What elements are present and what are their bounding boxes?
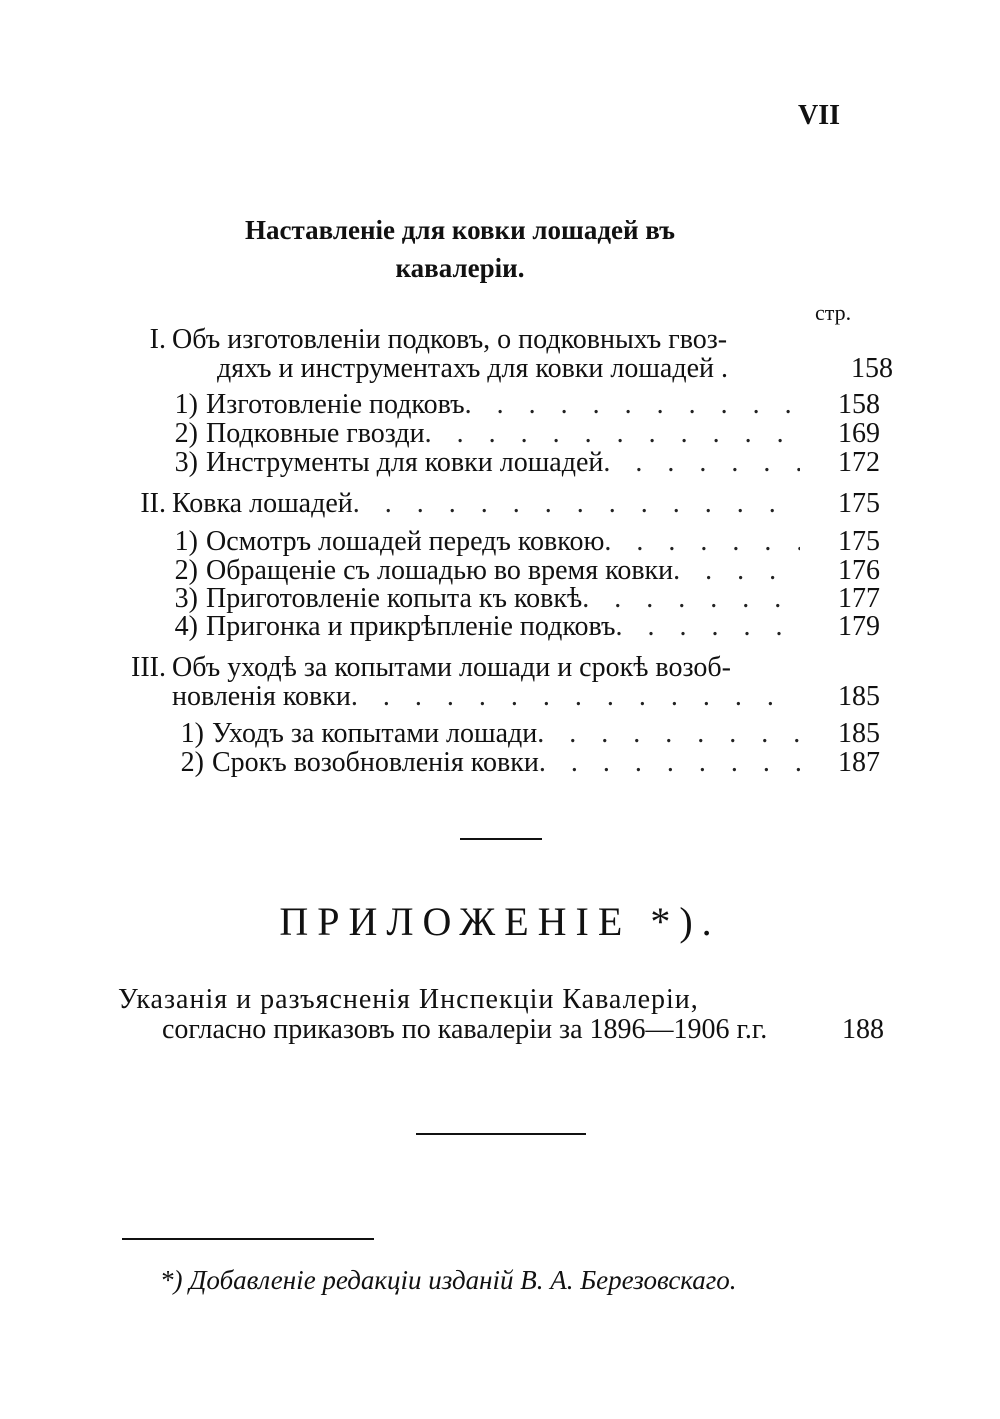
toc-item[interactable]: 2) Обращеніе съ лошадью во время ковки . . . 176 <box>160 555 800 587</box>
appendix-title: ПРИЛОЖЕНІЕ *). <box>279 899 721 944</box>
toc-item[interactable]: 1) Изготовленіе подковъ . . . 158 <box>160 389 800 421</box>
footnote-rule <box>122 1238 374 1240</box>
footnote: *) Добавленіе редакціи изданій В. А. Березовскаго. <box>160 1265 737 1295</box>
page-number: VII <box>798 100 841 131</box>
toc-item[interactable]: 1) Осмотръ лошадей передъ ковкою . . . 175 <box>160 526 800 558</box>
toc-part3-heading-line2[interactable]: новленія ковки . . . 185 <box>172 681 800 713</box>
toc-item[interactable]: 3) Инструменты для ковки лошадей . . . 172 <box>160 447 800 479</box>
appendix-page: 188 <box>842 1014 884 1045</box>
toc-part1-heading-line2[interactable]: дяхъ и инструментахъ для ковки лошадей . 158 <box>217 353 893 384</box>
divider-rule <box>460 838 542 840</box>
page-column-label: стр. <box>815 300 852 325</box>
toc-part1-heading-line1[interactable]: I. Объ изготовленіи подковъ, о подковныхъ гвоз- <box>149 324 728 355</box>
divider-rule <box>416 1133 586 1135</box>
toc-part2-heading[interactable]: II. Ковка лошадей . . . 175 <box>118 488 800 520</box>
toc-item[interactable]: 4) Пригонка и прикрѣпленіе подковъ . . . 179 <box>160 611 800 643</box>
toc-item[interactable]: 2) Срокъ возобновленія ковки . . . 187 <box>166 747 800 779</box>
toc-part3-heading-line1[interactable]: III. Объ уходѣ за копытами лошади и срокѣ возоб- <box>131 652 731 683</box>
toc-item[interactable]: 2) Подковные гвозди . . . 169 <box>160 418 800 450</box>
section-title-line1: Наставленіе для ковки лошадей въ <box>245 215 675 245</box>
section-title-line2: кавалеріи. <box>395 253 525 283</box>
toc-item[interactable]: 3) Приготовленіе копыта къ ковкѣ . . . 177 <box>160 583 800 615</box>
toc-item[interactable]: 1) Уходъ за копытами лошади . . . 185 <box>166 718 800 750</box>
